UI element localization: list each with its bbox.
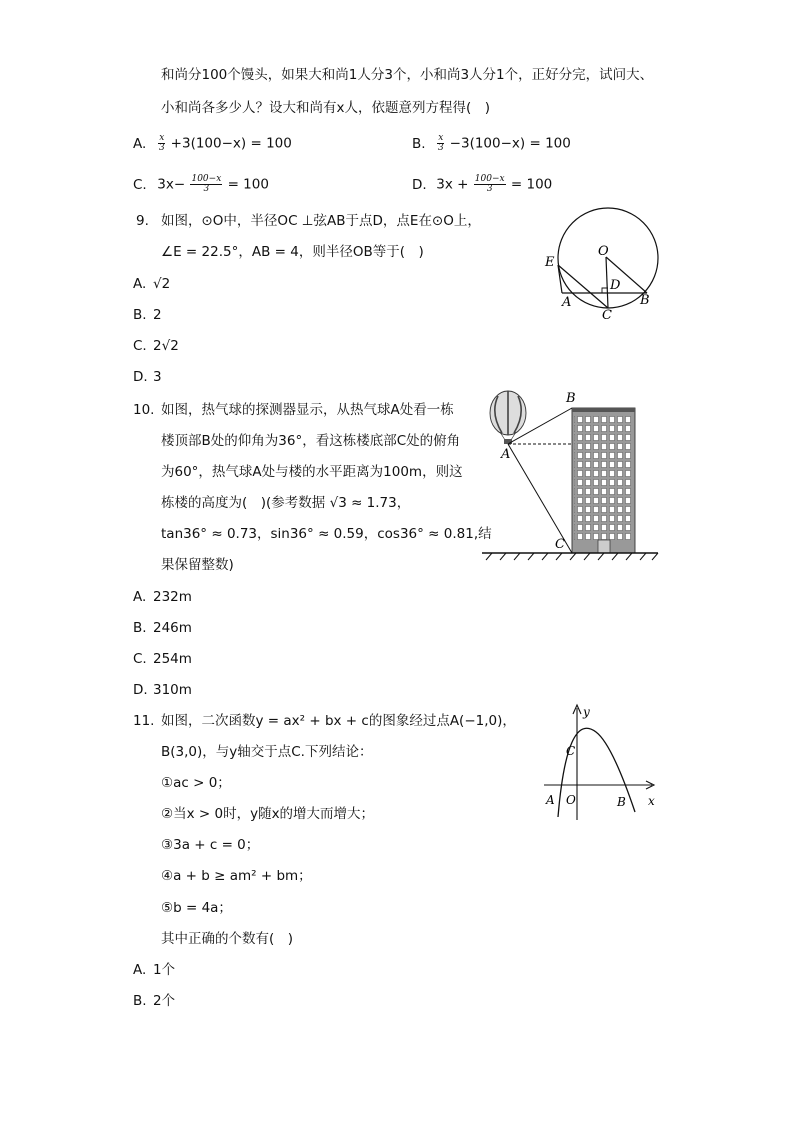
label-c: C xyxy=(555,537,565,552)
q10-stem-line1: 如图，热气球的探测器显示，从热气球A处看一栋 xyxy=(161,402,454,418)
fraction: $\frac{x}{3}$ xyxy=(437,133,444,153)
q11-option-b[interactable]: B. 2个 xyxy=(133,993,176,1009)
q9-option-c[interactable]: C. 2√2 xyxy=(133,338,179,354)
q10-balloon-building-figure xyxy=(480,388,660,568)
q11-conclusion-2: ②当x > 0时，y随x的增大而增大； xyxy=(161,806,375,822)
q8-option-d[interactable]: D. 3x + $\frac{100-x}{3}$ = 100 xyxy=(412,174,553,194)
label-a: A xyxy=(546,793,555,807)
label-b: B xyxy=(566,391,576,406)
q9-option-d[interactable]: D. 3 xyxy=(133,369,162,385)
q9-stem-line2: ∠E = 22.5°，AB = 4，则半径OB等于( ) xyxy=(161,244,424,260)
q10-option-d[interactable]: D. 310m xyxy=(133,682,192,698)
q10-stem-line3: 为60°，热气球A处与楼的水平距离为100m，则这 xyxy=(161,464,463,480)
fraction: $\frac{x}{3}$ xyxy=(158,133,165,153)
label-o: O xyxy=(566,793,576,807)
label-y: y xyxy=(583,705,590,719)
ground-hatching xyxy=(486,553,658,560)
q9-option-a[interactable]: A. √2 xyxy=(133,276,171,292)
label-c: C xyxy=(602,308,612,323)
q11-option-a[interactable]: A. 1个 xyxy=(133,962,176,978)
label-b: B xyxy=(617,795,626,809)
segment-ea xyxy=(558,265,562,293)
q10-option-b[interactable]: B. 246m xyxy=(133,620,192,636)
label-c: C xyxy=(566,744,576,758)
q8-option-b[interactable]: B. $\frac{x}{3}$ −3(100−x) = 100 xyxy=(412,133,571,153)
label-d: D xyxy=(610,278,621,293)
q11-stem-line1: 如图，二次函数y = ax² + bx + c的图象经过点A(−1,0)， xyxy=(161,713,516,729)
q11-question: 其中正确的个数有( ) xyxy=(161,931,294,947)
q10-stem-line5: tan36° ≈ 0.73，sin36° ≈ 0.59，cos36° ≈ 0.81,结 xyxy=(161,526,492,542)
q11-stem-line2: B(3,0)，与y轴交于点C.下列结论： xyxy=(161,744,373,760)
label-b: B xyxy=(640,293,650,308)
q11-conclusion-3: ③3a + c = 0； xyxy=(161,837,260,853)
label-x: x xyxy=(648,794,655,808)
q8-option-c[interactable]: C. 3x− $\frac{100-x}{3}$ = 100 xyxy=(133,174,269,194)
q11-parabola-figure xyxy=(540,702,670,827)
balloon-basket xyxy=(504,439,512,444)
q8-stem-line1: 和尚分100个馒头，如果大和尚1人分3个，小和尚3人分1个，正好分完，试问大、 xyxy=(161,67,654,83)
q10-option-a[interactable]: A. 232m xyxy=(133,589,192,605)
radius-oc xyxy=(606,257,608,308)
q11-conclusion-1: ①ac > 0； xyxy=(161,775,231,791)
fraction: $\frac{100-x}{3}$ xyxy=(191,174,222,194)
q9-circle-figure xyxy=(540,205,680,325)
q9-stem-line1: 如图，⊙O中，半径OC ⊥弦AB于点D，点E在⊙O上， xyxy=(161,213,481,229)
q11-conclusion-5: ⑤b = 4a； xyxy=(161,900,232,916)
q10-option-c[interactable]: C. 254m xyxy=(133,651,192,667)
q11-conclusion-4: ④a + b ≥ am² + bm； xyxy=(161,868,312,884)
label-a: A xyxy=(562,295,572,310)
label-a: A xyxy=(501,447,511,462)
fraction: $\frac{100-x}{3}$ xyxy=(474,174,505,194)
q10-number: 10. xyxy=(133,402,155,418)
building-door xyxy=(598,540,610,553)
q10-stem-line2: 楼顶部B处的仰角为36°，看这栋楼底部C处的俯角 xyxy=(161,433,461,449)
q8-option-a[interactable]: A. $\frac{x}{3}$ +3(100−x) = 100 xyxy=(133,133,292,153)
label-e: E xyxy=(545,255,555,270)
q9-number: 9. xyxy=(136,213,149,229)
q11-number: 11. xyxy=(133,713,155,729)
q8-stem-line2: 小和尚各多少人？设大和尚有x人，依题意列方程得( ) xyxy=(161,100,491,116)
q10-stem-line4: 栋楼的高度为( )(参考数据 √3 ≈ 1.73， xyxy=(161,495,411,511)
label-o: O xyxy=(598,244,609,259)
q10-stem-line6: 果保留整数) xyxy=(161,557,234,573)
q9-option-b[interactable]: B. 2 xyxy=(133,307,162,323)
